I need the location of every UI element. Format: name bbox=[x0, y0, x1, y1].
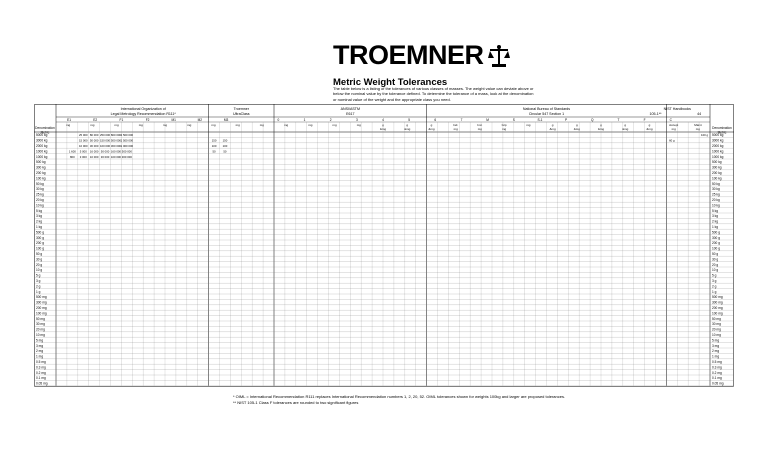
class-label: M1 bbox=[171, 118, 176, 122]
denomination-cell: 1 kg bbox=[36, 225, 43, 229]
denomination-header: Metric bbox=[40, 130, 50, 135]
unit-label: g bbox=[648, 123, 651, 127]
denomination-cell: 2000 kg bbox=[712, 144, 724, 148]
denomination-cell: 10 g bbox=[712, 268, 719, 273]
intro-paragraph bbox=[333, 86, 633, 102]
denomination-cell: 3 mg bbox=[712, 343, 720, 348]
unit-label: g bbox=[600, 123, 602, 127]
denomination-cell: 3 kg bbox=[712, 214, 719, 219]
denomination-cell: 5 mg bbox=[36, 338, 44, 343]
tolerance-cell: 30 000 bbox=[100, 154, 110, 159]
class-label: 5 bbox=[408, 118, 411, 122]
class-label: F bbox=[643, 118, 646, 122]
denomination-cell: 2 mg bbox=[36, 349, 44, 354]
denomination-cell: 30 kg bbox=[36, 187, 44, 192]
unit-label: mg bbox=[235, 123, 240, 127]
intro-line: The table below is a listing of the tolerances of various classes of masses. The weight value can deviate above or bbox=[333, 86, 534, 91]
denomination-cell: 2 g bbox=[36, 284, 41, 289]
tolerance-cell: 16 000 bbox=[89, 149, 99, 154]
footnote-oiml: * OIML = International Recommendation R111 replaces International Recommendation numbers 1, 2, 20, 52. OIML tolerances shown for weights 100kg and larger are proposed tolerances. bbox=[233, 394, 566, 399]
denomination-cell: 2000 kg bbox=[36, 144, 48, 148]
class-label: T bbox=[617, 118, 620, 122]
tolerance-cell: 1 600 bbox=[68, 149, 76, 154]
denomination-cell: 0.05 mg bbox=[712, 381, 724, 386]
denomination-cell: 300 g bbox=[712, 235, 720, 240]
denomination-header: Denomination bbox=[35, 126, 55, 130]
denomination-cell: 1 kg bbox=[712, 225, 719, 229]
tolerance-cell: 800 000 bbox=[110, 133, 122, 138]
class-label: F2 bbox=[145, 118, 150, 122]
unit-label: mg bbox=[187, 123, 192, 127]
denomination-cell: 1 mg bbox=[36, 354, 44, 359]
denomination-cell: 300 mg bbox=[36, 300, 47, 305]
footnote-nist: ** NIST 105-1 Class F tolerances are rounded to two significant figures bbox=[233, 400, 359, 405]
page-title: Metric Weight Tolerances bbox=[333, 77, 448, 88]
group-label-nist: 105-1** bbox=[649, 112, 662, 116]
unit-label: mg bbox=[138, 123, 143, 127]
denomination-cell: 5 mg bbox=[712, 338, 720, 343]
tolerance-cell: 15 000 bbox=[78, 138, 88, 143]
brand-logo bbox=[333, 42, 510, 69]
tolerance-cell: 300 000 bbox=[110, 144, 122, 148]
denomination-cell: 3 g bbox=[36, 279, 41, 283]
denomination-cell: 100 kg bbox=[712, 176, 722, 181]
denomination-cell: 25 kg bbox=[36, 192, 44, 197]
class-label: 0 bbox=[277, 118, 280, 122]
denomination-cell: 3000 kg bbox=[36, 138, 48, 143]
unit-label: &mg bbox=[379, 127, 387, 131]
denomination-cell: 0.1 mg bbox=[36, 376, 46, 381]
group-label-oiml: International Organization of bbox=[120, 107, 166, 111]
unit-label: Maint bbox=[694, 123, 702, 127]
denomination-cell: 100 mg bbox=[712, 311, 723, 316]
denomination-header: Denomination bbox=[712, 126, 732, 130]
tolerance-cell: 50 bbox=[223, 149, 227, 154]
tolerance-cell: 10 000 bbox=[89, 154, 99, 159]
unit-label: g bbox=[430, 123, 433, 127]
tolerance-cell: 1 500 000 bbox=[120, 138, 134, 143]
tolerance-cell: 800 bbox=[70, 154, 75, 159]
denomination-cell: 0.5 mg bbox=[36, 360, 46, 364]
unit-label: mg bbox=[66, 123, 71, 127]
intro-line: or nominal value of the weight and the appropriate class you need. bbox=[333, 96, 451, 102]
group-label-troemner: UltraClass bbox=[233, 112, 250, 116]
unit-label: Grp bbox=[501, 123, 507, 127]
denomination-cell: 5000 kg bbox=[712, 133, 724, 138]
denomination-cell: 200 mg bbox=[36, 306, 47, 310]
denomination-cell: 20 g bbox=[712, 262, 719, 267]
denomination-cell: 3 mg bbox=[36, 343, 44, 348]
tolerance-cell: 150 000 bbox=[99, 138, 111, 143]
tolerance-cell: 100 000 bbox=[99, 144, 111, 148]
denomination-cell: 0.1 mg bbox=[712, 376, 722, 381]
class-label: E1 bbox=[67, 118, 72, 122]
class-label: F1 bbox=[119, 118, 124, 122]
unit-label: &mg bbox=[646, 127, 653, 131]
denomination-cell: 10 mg bbox=[712, 333, 721, 337]
unit-label: mg bbox=[211, 123, 216, 127]
class-label: 1 bbox=[303, 118, 306, 122]
tolerance-cell: 250 000 bbox=[99, 133, 111, 138]
class-label: C bbox=[669, 118, 672, 122]
unit-label: g bbox=[382, 123, 384, 127]
denomination-cell: 20 kg bbox=[712, 198, 720, 202]
unit-label: mg bbox=[90, 123, 95, 127]
denomination-cell: 0.2 mg bbox=[36, 370, 46, 375]
class-label: M3 bbox=[223, 118, 229, 122]
unit-label: mg bbox=[308, 123, 313, 127]
denomination-header: Metric bbox=[717, 130, 727, 135]
denomination-cell: 0.5 mg bbox=[712, 360, 722, 364]
tolerance-cell: 100 000 bbox=[110, 154, 122, 159]
denomination-cell: 100 g bbox=[36, 246, 44, 251]
tolerance-cell: 150 bbox=[211, 138, 217, 143]
denomination-cell: 5 kg bbox=[36, 208, 43, 213]
denomination-cell: 200 kg bbox=[36, 171, 46, 175]
denomination-cell: 5 g bbox=[712, 273, 717, 278]
denomination-cell: 10 g bbox=[36, 268, 43, 273]
unit-label: &mg bbox=[549, 127, 556, 131]
unit-label: g bbox=[575, 123, 578, 127]
unit-label: mg bbox=[162, 123, 168, 127]
class-label: S-1 bbox=[537, 118, 543, 122]
tolerance-cell: 60 g bbox=[669, 138, 675, 143]
tolerance-cell: 25 000 bbox=[78, 133, 88, 138]
denomination-cell: 20 kg bbox=[36, 198, 44, 202]
tolerance-cell: 2 500 000 bbox=[120, 133, 134, 138]
denomination-cell: 3000 kg bbox=[712, 138, 724, 143]
class-label: 4 bbox=[382, 118, 384, 122]
denomination-cell: 25 kg bbox=[712, 192, 720, 197]
denomination-cell: 300 g bbox=[36, 235, 44, 240]
denomination-cell: 30 mg bbox=[36, 322, 45, 327]
denomination-cell: 50 mg bbox=[36, 316, 45, 321]
denomination-cell: 0.2 mg bbox=[712, 370, 722, 375]
class-label: P bbox=[565, 118, 568, 122]
denomination-cell: 2 kg bbox=[712, 219, 719, 224]
tolerance-cell: 10 000 bbox=[78, 144, 88, 148]
group-label-nbs: Circular 547 Section 1 bbox=[528, 112, 565, 116]
denomination-cell: 300 kg bbox=[712, 165, 722, 170]
class-label: S bbox=[512, 118, 515, 122]
unit-label: &mg bbox=[428, 127, 435, 131]
tolerance-cell: 80 000 bbox=[89, 133, 99, 138]
denomination-cell: 0.3 mg bbox=[712, 365, 722, 370]
tolerance-table-grid bbox=[34, 104, 734, 389]
unit-label: mg bbox=[332, 123, 337, 127]
unit-label: mg bbox=[695, 127, 700, 131]
tolerance-cell: 50 bbox=[212, 149, 216, 154]
denomination-cell: 50 g bbox=[36, 252, 43, 256]
denomination-cell: 300 mg bbox=[712, 300, 723, 305]
denomination-cell: 1 g bbox=[36, 289, 41, 294]
denomination-cell: 2 kg bbox=[36, 219, 43, 224]
class-label: 6 bbox=[434, 118, 437, 122]
denomination-cell: 1000 kg bbox=[36, 154, 48, 159]
denomination-cell: 1000 kg bbox=[712, 149, 724, 154]
denomination-cell: 20 mg bbox=[712, 327, 721, 332]
tolerance-cell: 3 000 bbox=[79, 154, 87, 159]
tolerance-cell: 1 000 000 bbox=[120, 144, 134, 148]
intro-line: below the nominal value by the tolerance defined. To determine the tolerance of a mass, look at the denomination bbox=[333, 91, 534, 97]
denomination-cell: 1000 kg bbox=[36, 149, 48, 154]
denomination-cell: 5000 kg bbox=[36, 133, 48, 138]
unit-label: mg bbox=[526, 123, 531, 127]
unit-label: &mg bbox=[622, 127, 629, 131]
unit-label: Ind. bbox=[453, 123, 459, 127]
tolerance-cell: 160 000 bbox=[110, 149, 122, 154]
tolerance-table bbox=[34, 104, 734, 389]
unit-label: &mg bbox=[573, 127, 580, 131]
denomination-cell: 500 g bbox=[36, 230, 44, 235]
balance-scale-icon bbox=[488, 44, 510, 68]
denomination-cell: 100 mg bbox=[36, 311, 47, 316]
unit-label: g bbox=[624, 123, 627, 127]
denomination-cell: 10 mg bbox=[36, 333, 45, 337]
unit-label: mg bbox=[477, 127, 482, 131]
tolerance-cell: 500 000 bbox=[110, 138, 122, 143]
denomination-cell: 2 g bbox=[712, 284, 717, 289]
denomination-cell: 300 kg bbox=[36, 165, 46, 170]
denomination-cell: 1000 kg bbox=[712, 154, 724, 159]
denomination-cell: 500 kg bbox=[712, 160, 722, 165]
denomination-cell: 50 g bbox=[712, 252, 719, 256]
group-label-oiml: Legal Metrology Recommendation R111* bbox=[110, 112, 176, 116]
denomination-cell: 30 g bbox=[36, 257, 43, 262]
brand-name: TROEMNER bbox=[333, 40, 484, 70]
denomination-cell: 1 mg bbox=[712, 354, 720, 359]
group-label-astm: E617 bbox=[346, 112, 355, 116]
denomination-cell: 3 kg bbox=[36, 214, 43, 219]
denomination-cell: 1 g bbox=[712, 289, 717, 294]
unit-label: mg bbox=[671, 127, 676, 131]
denomination-cell: 200 mg bbox=[712, 306, 723, 310]
group-label-nist: NIST Handbooks bbox=[663, 107, 691, 111]
tolerance-cell: 30 000 bbox=[89, 144, 99, 148]
denomination-cell: 100 g bbox=[712, 246, 720, 251]
denomination-cell: 500 kg bbox=[36, 160, 46, 165]
denomination-cell: 0.05 mg bbox=[36, 381, 48, 386]
denomination-cell: 10 kg bbox=[36, 203, 44, 208]
group-label-nist: 44 bbox=[697, 112, 702, 116]
denomination-cell: 200 kg bbox=[712, 171, 722, 175]
unit-label: g bbox=[551, 123, 554, 127]
denomination-cell: 100 kg bbox=[36, 176, 46, 181]
unit-label: mg bbox=[356, 123, 361, 127]
unit-label: &mg bbox=[597, 127, 605, 131]
denomination-cell: 200 g bbox=[712, 241, 720, 246]
denomination-cell: 50 kg bbox=[712, 181, 720, 186]
tolerance-cell: 100 bbox=[211, 144, 217, 148]
unit-label: Ind. bbox=[477, 123, 483, 127]
tolerance-cell: 100 g bbox=[701, 133, 709, 138]
class-label: M bbox=[486, 118, 489, 122]
denomination-cell: 5 kg bbox=[712, 208, 719, 213]
denomination-cell: 2 mg bbox=[712, 349, 720, 354]
unit-label: mg bbox=[284, 123, 289, 127]
denomination-cell: 10 kg bbox=[712, 203, 720, 208]
tolerance-cell: 5 000 bbox=[79, 149, 87, 154]
class-label: 7 bbox=[460, 118, 463, 122]
unit-label: Accept bbox=[669, 123, 679, 127]
unit-label: mg bbox=[114, 123, 119, 127]
denomination-cell: 500 mg bbox=[36, 295, 47, 300]
denomination-cell: 5 g bbox=[36, 273, 41, 278]
unit-label: g bbox=[406, 123, 409, 127]
group-label-troemner: Troemner bbox=[233, 107, 250, 111]
class-label: 3 bbox=[355, 118, 358, 122]
denomination-cell: 50 mg bbox=[712, 316, 721, 321]
denomination-cell: 30 g bbox=[712, 257, 719, 262]
denomination-cell: 50 kg bbox=[36, 181, 44, 186]
denomination-cell: 0.3 mg bbox=[36, 365, 46, 370]
denomination-cell: 500 mg bbox=[712, 295, 723, 300]
denomination-cell: 30 kg bbox=[712, 187, 720, 192]
unit-label: mg bbox=[502, 127, 507, 131]
tolerance-cell: 300 000 bbox=[121, 154, 132, 159]
group-label-nbs: National Bureau of Standards bbox=[522, 107, 571, 111]
denomination-cell: 200 g bbox=[36, 241, 44, 246]
tolerance-cell: 150 bbox=[222, 138, 228, 143]
class-label: Q bbox=[591, 118, 594, 122]
denomination-cell: 30 mg bbox=[712, 322, 721, 327]
denomination-cell: 20 mg bbox=[36, 327, 45, 332]
class-label: M2 bbox=[197, 118, 203, 122]
class-label: E2 bbox=[93, 118, 98, 122]
denomination-cell: 500 g bbox=[712, 230, 720, 235]
unit-label: mg bbox=[259, 123, 264, 127]
denomination-cell: 20 g bbox=[36, 262, 43, 267]
group-label-astm: ANSI/ASTM bbox=[340, 107, 360, 111]
unit-label: &mg bbox=[404, 127, 411, 131]
tolerance-cell: 500 000 bbox=[121, 149, 132, 154]
unit-label: mg bbox=[453, 127, 458, 131]
denomination-cell: 3 g bbox=[712, 279, 717, 283]
class-label: 2 bbox=[329, 118, 332, 122]
tolerance-cell: 50 000 bbox=[89, 138, 99, 143]
tolerance-cell: 50 000 bbox=[100, 149, 110, 154]
tolerance-cell: 100 bbox=[222, 144, 228, 148]
